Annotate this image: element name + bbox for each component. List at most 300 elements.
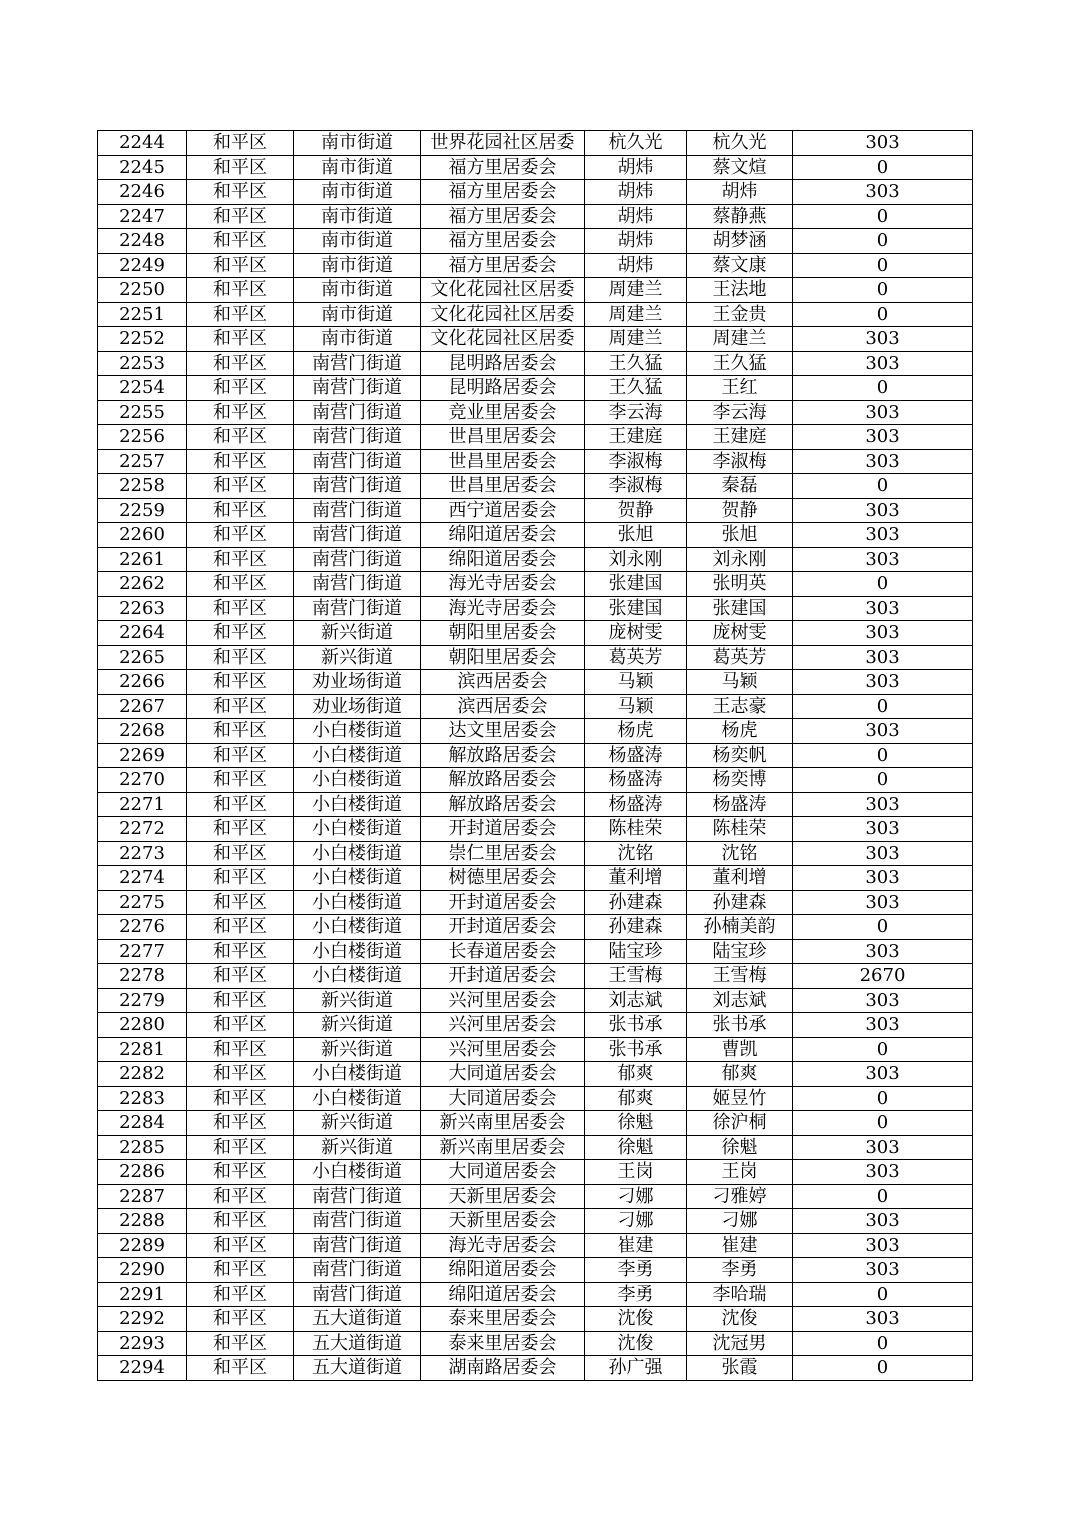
cell-amount: 0: [793, 1037, 973, 1062]
cell-subdistrict: 小白楼街道: [294, 817, 421, 842]
cell-amount: 0: [793, 376, 973, 401]
cell-member-name: 胡炜: [687, 180, 793, 205]
cell-member-name: 王法地: [687, 278, 793, 303]
cell-row-index: 2276: [98, 915, 187, 940]
cell-subdistrict: 南营门街道: [294, 498, 421, 523]
cell-row-index: 2278: [98, 964, 187, 989]
data-table: [97, 130, 973, 1381]
cell-row-index: 2292: [98, 1307, 187, 1332]
table-row: [98, 1037, 973, 1062]
table-row: [98, 1160, 973, 1185]
cell-household-head: 孙建森: [585, 915, 687, 940]
table-row: [98, 1086, 973, 1111]
cell-district: 和平区: [187, 817, 294, 842]
cell-amount: 303: [793, 1233, 973, 1258]
cell-row-index: 2247: [98, 204, 187, 229]
cell-member-name: 郁爽: [687, 1062, 793, 1087]
cell-household-head: 张书承: [585, 1013, 687, 1038]
cell-community: 大同道居委会: [421, 1086, 585, 1111]
table-row: [98, 915, 973, 940]
cell-subdistrict: 小白楼街道: [294, 964, 421, 989]
cell-community: 开封道居委会: [421, 915, 585, 940]
cell-district: 和平区: [187, 743, 294, 768]
cell-row-index: 2254: [98, 376, 187, 401]
cell-community: 竞业里居委会: [421, 400, 585, 425]
cell-subdistrict: 南营门街道: [294, 425, 421, 450]
cell-member-name: 张旭: [687, 523, 793, 548]
cell-household-head: 郁爽: [585, 1086, 687, 1111]
cell-household-head: 王建庭: [585, 425, 687, 450]
cell-household-head: 董利增: [585, 866, 687, 891]
cell-district: 和平区: [187, 988, 294, 1013]
cell-household-head: 周建兰: [585, 327, 687, 352]
cell-district: 和平区: [187, 1086, 294, 1111]
cell-subdistrict: 南营门街道: [294, 1233, 421, 1258]
cell-community: 大同道居委会: [421, 1062, 585, 1087]
cell-amount: 303: [793, 939, 973, 964]
cell-community: 兴河里居委会: [421, 1013, 585, 1038]
cell-district: 和平区: [187, 474, 294, 499]
cell-row-index: 2281: [98, 1037, 187, 1062]
cell-member-name: 胡梦涵: [687, 229, 793, 254]
cell-district: 和平区: [187, 449, 294, 474]
table-row: [98, 866, 973, 891]
cell-subdistrict: 五大道街道: [294, 1307, 421, 1332]
cell-community: 天新里居委会: [421, 1184, 585, 1209]
cell-member-name: 王金贵: [687, 302, 793, 327]
cell-row-index: 2284: [98, 1111, 187, 1136]
table-row: [98, 253, 973, 278]
cell-member-name: 张明英: [687, 572, 793, 597]
cell-subdistrict: 劝业场街道: [294, 670, 421, 695]
cell-row-index: 2255: [98, 400, 187, 425]
cell-member-name: 马颖: [687, 670, 793, 695]
cell-row-index: 2266: [98, 670, 187, 695]
cell-community: 昆明路居委会: [421, 351, 585, 376]
cell-row-index: 2270: [98, 768, 187, 793]
cell-row-index: 2244: [98, 131, 187, 156]
cell-community: 开封道居委会: [421, 890, 585, 915]
cell-household-head: 杨虎: [585, 719, 687, 744]
table-row: [98, 792, 973, 817]
cell-community: 大同道居委会: [421, 1160, 585, 1185]
cell-district: 和平区: [187, 572, 294, 597]
cell-member-name: 陆宝珍: [687, 939, 793, 964]
cell-row-index: 2288: [98, 1209, 187, 1234]
cell-district: 和平区: [187, 302, 294, 327]
cell-household-head: 李云海: [585, 400, 687, 425]
cell-subdistrict: 南市街道: [294, 180, 421, 205]
cell-amount: 0: [793, 915, 973, 940]
cell-community: 文化花园社区居委: [421, 327, 585, 352]
cell-member-name: 孙楠美韵: [687, 915, 793, 940]
table-row: [98, 302, 973, 327]
cell-amount: 0: [793, 1086, 973, 1111]
cell-household-head: 李淑梅: [585, 449, 687, 474]
cell-subdistrict: 南营门街道: [294, 474, 421, 499]
cell-community: 西宁道居委会: [421, 498, 585, 523]
cell-community: 开封道居委会: [421, 964, 585, 989]
cell-row-index: 2277: [98, 939, 187, 964]
cell-member-name: 杨虎: [687, 719, 793, 744]
cell-member-name: 庞树雯: [687, 621, 793, 646]
cell-member-name: 曹凯: [687, 1037, 793, 1062]
cell-member-name: 姬昱竹: [687, 1086, 793, 1111]
cell-household-head: 王久猛: [585, 376, 687, 401]
table-row: [98, 1307, 973, 1332]
cell-community: 长春道居委会: [421, 939, 585, 964]
cell-subdistrict: 五大道街道: [294, 1331, 421, 1356]
table-row: [98, 400, 973, 425]
cell-district: 和平区: [187, 1037, 294, 1062]
cell-community: 绵阳道居委会: [421, 523, 585, 548]
cell-community: 世界花园社区居委: [421, 131, 585, 156]
cell-row-index: 2252: [98, 327, 187, 352]
cell-subdistrict: 南营门街道: [294, 449, 421, 474]
table-row: [98, 572, 973, 597]
cell-district: 和平区: [187, 1233, 294, 1258]
cell-household-head: 马颖: [585, 670, 687, 695]
cell-row-index: 2289: [98, 1233, 187, 1258]
cell-community: 滨西居委会: [421, 694, 585, 719]
cell-amount: 0: [793, 1356, 973, 1381]
table-row: [98, 1209, 973, 1234]
cell-district: 和平区: [187, 1356, 294, 1381]
cell-row-index: 2264: [98, 621, 187, 646]
cell-member-name: 沈俊: [687, 1307, 793, 1332]
cell-member-name: 杭久光: [687, 131, 793, 156]
cell-subdistrict: 新兴街道: [294, 621, 421, 646]
cell-row-index: 2260: [98, 523, 187, 548]
table-row: [98, 425, 973, 450]
cell-amount: 303: [793, 523, 973, 548]
cell-amount: 303: [793, 1258, 973, 1283]
table-row: [98, 180, 973, 205]
cell-amount: 0: [793, 1331, 973, 1356]
cell-amount: 0: [793, 302, 973, 327]
cell-district: 和平区: [187, 229, 294, 254]
table-row: [98, 1062, 973, 1087]
cell-household-head: 陈桂荣: [585, 817, 687, 842]
cell-amount: 0: [793, 204, 973, 229]
table-row: [98, 939, 973, 964]
cell-community: 朝阳里居委会: [421, 621, 585, 646]
cell-member-name: 王红: [687, 376, 793, 401]
table-row: [98, 743, 973, 768]
cell-subdistrict: 南市街道: [294, 278, 421, 303]
cell-row-index: 2245: [98, 155, 187, 180]
cell-subdistrict: 南营门街道: [294, 1258, 421, 1283]
table-row: [98, 1184, 973, 1209]
table-row: [98, 474, 973, 499]
cell-household-head: 李勇: [585, 1258, 687, 1283]
cell-household-head: 胡炜: [585, 180, 687, 205]
cell-community: 绵阳道居委会: [421, 1282, 585, 1307]
cell-district: 和平区: [187, 253, 294, 278]
cell-row-index: 2290: [98, 1258, 187, 1283]
cell-district: 和平区: [187, 1331, 294, 1356]
cell-community: 崇仁里居委会: [421, 841, 585, 866]
cell-subdistrict: 小白楼街道: [294, 1062, 421, 1087]
cell-household-head: 沈俊: [585, 1331, 687, 1356]
cell-subdistrict: 新兴街道: [294, 1135, 421, 1160]
cell-amount: 303: [793, 645, 973, 670]
cell-household-head: 沈铭: [585, 841, 687, 866]
cell-household-head: 张书承: [585, 1037, 687, 1062]
cell-member-name: 王志豪: [687, 694, 793, 719]
cell-row-index: 2280: [98, 1013, 187, 1038]
cell-member-name: 贺静: [687, 498, 793, 523]
cell-household-head: 王雪梅: [585, 964, 687, 989]
table-body: [98, 131, 973, 1381]
cell-subdistrict: 小白楼街道: [294, 866, 421, 891]
cell-district: 和平区: [187, 768, 294, 793]
cell-household-head: 张旭: [585, 523, 687, 548]
cell-amount: 0: [793, 229, 973, 254]
cell-row-index: 2285: [98, 1135, 187, 1160]
cell-community: 福方里居委会: [421, 155, 585, 180]
cell-subdistrict: 小白楼街道: [294, 915, 421, 940]
cell-household-head: 周建兰: [585, 278, 687, 303]
cell-member-name: 王雪梅: [687, 964, 793, 989]
cell-subdistrict: 南市街道: [294, 327, 421, 352]
cell-amount: 303: [793, 547, 973, 572]
cell-subdistrict: 南市街道: [294, 253, 421, 278]
cell-community: 世昌里居委会: [421, 425, 585, 450]
table-row: [98, 376, 973, 401]
cell-amount: 303: [793, 449, 973, 474]
cell-subdistrict: 南营门街道: [294, 547, 421, 572]
cell-amount: 0: [793, 278, 973, 303]
cell-subdistrict: 新兴街道: [294, 1013, 421, 1038]
table-row: [98, 131, 973, 156]
table-row: [98, 351, 973, 376]
cell-subdistrict: 南营门街道: [294, 351, 421, 376]
cell-community: 兴河里居委会: [421, 988, 585, 1013]
cell-subdistrict: 南营门街道: [294, 596, 421, 621]
cell-amount: 303: [793, 890, 973, 915]
cell-amount: 0: [793, 743, 973, 768]
table-row: [98, 278, 973, 303]
table-row: [98, 449, 973, 474]
cell-row-index: 2283: [98, 1086, 187, 1111]
table-row: [98, 1013, 973, 1038]
cell-amount: 0: [793, 155, 973, 180]
cell-row-index: 2265: [98, 645, 187, 670]
cell-district: 和平区: [187, 866, 294, 891]
cell-member-name: 刁娜: [687, 1209, 793, 1234]
cell-subdistrict: 南市街道: [294, 131, 421, 156]
table-row: [98, 1356, 973, 1381]
cell-subdistrict: 南营门街道: [294, 376, 421, 401]
cell-household-head: 陆宝珍: [585, 939, 687, 964]
cell-member-name: 蔡静燕: [687, 204, 793, 229]
cell-row-index: 2286: [98, 1160, 187, 1185]
cell-subdistrict: 南营门街道: [294, 1184, 421, 1209]
cell-member-name: 杨盛涛: [687, 792, 793, 817]
cell-household-head: 李淑梅: [585, 474, 687, 499]
cell-row-index: 2250: [98, 278, 187, 303]
cell-district: 和平区: [187, 719, 294, 744]
cell-amount: 303: [793, 1135, 973, 1160]
cell-household-head: 张建国: [585, 572, 687, 597]
table-row: [98, 768, 973, 793]
table-row: [98, 155, 973, 180]
cell-amount: 303: [793, 180, 973, 205]
cell-subdistrict: 小白楼街道: [294, 890, 421, 915]
cell-household-head: 孙建森: [585, 890, 687, 915]
cell-community: 湖南路居委会: [421, 1356, 585, 1381]
cell-amount: 0: [793, 1111, 973, 1136]
cell-community: 昆明路居委会: [421, 376, 585, 401]
cell-district: 和平区: [187, 131, 294, 156]
cell-row-index: 2269: [98, 743, 187, 768]
cell-district: 和平区: [187, 400, 294, 425]
cell-member-name: 王久猛: [687, 351, 793, 376]
cell-amount: 303: [793, 1160, 973, 1185]
cell-subdistrict: 新兴街道: [294, 1111, 421, 1136]
cell-district: 和平区: [187, 1258, 294, 1283]
cell-subdistrict: 五大道街道: [294, 1356, 421, 1381]
cell-subdistrict: 新兴街道: [294, 988, 421, 1013]
cell-member-name: 张建国: [687, 596, 793, 621]
cell-row-index: 2293: [98, 1331, 187, 1356]
cell-household-head: 周建兰: [585, 302, 687, 327]
cell-community: 福方里居委会: [421, 204, 585, 229]
cell-community: 朝阳里居委会: [421, 645, 585, 670]
cell-household-head: 胡炜: [585, 155, 687, 180]
cell-household-head: 刘永刚: [585, 547, 687, 572]
cell-community: 泰来里居委会: [421, 1307, 585, 1332]
cell-row-index: 2249: [98, 253, 187, 278]
cell-district: 和平区: [187, 376, 294, 401]
table-row: [98, 670, 973, 695]
cell-district: 和平区: [187, 180, 294, 205]
table-row: [98, 694, 973, 719]
cell-community: 解放路居委会: [421, 768, 585, 793]
cell-subdistrict: 新兴街道: [294, 1037, 421, 1062]
cell-community: 文化花园社区居委: [421, 302, 585, 327]
cell-amount: 303: [793, 719, 973, 744]
table-row: [98, 596, 973, 621]
cell-member-name: 李哈瑞: [687, 1282, 793, 1307]
cell-amount: 303: [793, 621, 973, 646]
cell-household-head: 徐魁: [585, 1111, 687, 1136]
cell-district: 和平区: [187, 1013, 294, 1038]
cell-district: 和平区: [187, 204, 294, 229]
cell-row-index: 2257: [98, 449, 187, 474]
cell-household-head: 徐魁: [585, 1135, 687, 1160]
cell-amount: 303: [793, 131, 973, 156]
cell-amount: 303: [793, 1062, 973, 1087]
cell-amount: 0: [793, 694, 973, 719]
table-row: [98, 547, 973, 572]
cell-subdistrict: 小白楼街道: [294, 768, 421, 793]
cell-district: 和平区: [187, 939, 294, 964]
cell-community: 天新里居委会: [421, 1209, 585, 1234]
cell-district: 和平区: [187, 964, 294, 989]
cell-subdistrict: 南市街道: [294, 302, 421, 327]
cell-district: 和平区: [187, 523, 294, 548]
cell-community: 泰来里居委会: [421, 1331, 585, 1356]
cell-member-name: 秦磊: [687, 474, 793, 499]
cell-member-name: 刁雅婷: [687, 1184, 793, 1209]
cell-subdistrict: 南营门街道: [294, 1209, 421, 1234]
cell-district: 和平区: [187, 425, 294, 450]
cell-community: 达文里居委会: [421, 719, 585, 744]
cell-community: 绵阳道居委会: [421, 547, 585, 572]
cell-district: 和平区: [187, 645, 294, 670]
table-row: [98, 719, 973, 744]
cell-household-head: 王久猛: [585, 351, 687, 376]
cell-member-name: 杨奕帆: [687, 743, 793, 768]
cell-row-index: 2263: [98, 596, 187, 621]
cell-member-name: 蔡文煊: [687, 155, 793, 180]
cell-community: 新兴南里居委会: [421, 1135, 585, 1160]
table-row: [98, 229, 973, 254]
cell-district: 和平区: [187, 1111, 294, 1136]
cell-district: 和平区: [187, 670, 294, 695]
cell-member-name: 葛英芳: [687, 645, 793, 670]
cell-household-head: 葛英芳: [585, 645, 687, 670]
cell-community: 兴河里居委会: [421, 1037, 585, 1062]
cell-subdistrict: 南市街道: [294, 229, 421, 254]
cell-district: 和平区: [187, 1135, 294, 1160]
cell-community: 绵阳道居委会: [421, 1258, 585, 1283]
cell-household-head: 杨盛涛: [585, 792, 687, 817]
cell-member-name: 王岗: [687, 1160, 793, 1185]
cell-district: 和平区: [187, 596, 294, 621]
cell-district: 和平区: [187, 1282, 294, 1307]
table-row: [98, 1331, 973, 1356]
cell-member-name: 徐魁: [687, 1135, 793, 1160]
cell-subdistrict: 小白楼街道: [294, 1160, 421, 1185]
cell-amount: 0: [793, 572, 973, 597]
cell-community: 解放路居委会: [421, 792, 585, 817]
cell-subdistrict: 小白楼街道: [294, 743, 421, 768]
cell-member-name: 孙建森: [687, 890, 793, 915]
cell-member-name: 李云海: [687, 400, 793, 425]
cell-community: 文化花园社区居委: [421, 278, 585, 303]
cell-subdistrict: 劝业场街道: [294, 694, 421, 719]
cell-district: 和平区: [187, 327, 294, 352]
cell-row-index: 2262: [98, 572, 187, 597]
cell-district: 和平区: [187, 351, 294, 376]
cell-household-head: 崔建: [585, 1233, 687, 1258]
cell-household-head: 马颖: [585, 694, 687, 719]
table-row: [98, 1135, 973, 1160]
cell-member-name: 蔡文康: [687, 253, 793, 278]
cell-household-head: 刁娜: [585, 1184, 687, 1209]
cell-subdistrict: 小白楼街道: [294, 841, 421, 866]
cell-community: 滨西居委会: [421, 670, 585, 695]
cell-member-name: 刘志斌: [687, 988, 793, 1013]
cell-district: 和平区: [187, 621, 294, 646]
table-row: [98, 1111, 973, 1136]
cell-district: 和平区: [187, 841, 294, 866]
cell-subdistrict: 南营门街道: [294, 400, 421, 425]
cell-subdistrict: 南营门街道: [294, 1282, 421, 1307]
cell-amount: 303: [793, 498, 973, 523]
cell-row-index: 2261: [98, 547, 187, 572]
cell-row-index: 2291: [98, 1282, 187, 1307]
cell-amount: 303: [793, 988, 973, 1013]
cell-member-name: 崔建: [687, 1233, 793, 1258]
cell-amount: 303: [793, 792, 973, 817]
cell-district: 和平区: [187, 915, 294, 940]
cell-household-head: 郁爽: [585, 1062, 687, 1087]
cell-district: 和平区: [187, 547, 294, 572]
